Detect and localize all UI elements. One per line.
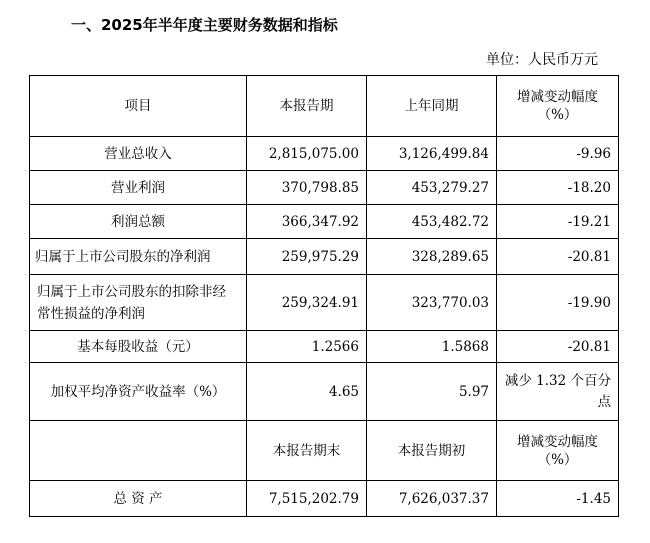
row-change: -19.21 (497, 205, 619, 239)
unit-label: 单位：人民币万元 (486, 52, 598, 68)
row-prior: 5.97 (367, 363, 497, 421)
row-item: 归属于上市公司股东的净利润 (30, 239, 247, 275)
row-current: 2,815,075.00 (247, 137, 367, 171)
row-prior: 3,126,499.84 (367, 137, 497, 171)
row-item: 基本每股收益（元） (30, 331, 247, 363)
row-item: 总 资 产 (30, 481, 247, 517)
row-item: 营业总收入 (30, 137, 247, 171)
header-change: 增减变动幅度（%） (497, 421, 619, 481)
row-current: 1.2566 (247, 331, 367, 363)
header-change: 增减变动幅度（%） (497, 76, 619, 137)
table-header-row (30, 76, 619, 137)
row-item: 利润总额 (30, 205, 247, 239)
table-row (30, 239, 619, 275)
header-period-end: 本报告期末 (247, 421, 367, 481)
row-item: 营业利润 (30, 171, 247, 205)
financial-data-table (29, 75, 619, 517)
header-prior-period: 上年同期 (367, 76, 497, 137)
header-item (30, 421, 247, 481)
row-change: -19.90 (497, 275, 619, 331)
row-prior: 453,279.27 (367, 171, 497, 205)
header-current-period: 本报告期 (247, 76, 367, 137)
row-change: -20.81 (497, 331, 619, 363)
row-current: 259,324.91 (247, 275, 367, 331)
table-header-row (30, 421, 619, 481)
row-prior: 1.5868 (367, 331, 497, 363)
table-row (30, 363, 619, 421)
table-row (30, 137, 619, 171)
table-row (30, 171, 619, 205)
row-current: 7,515,202.79 (247, 481, 367, 517)
row-change: -20.81 (497, 239, 619, 275)
table-row (30, 481, 619, 517)
row-prior: 453,482.72 (367, 205, 497, 239)
row-prior: 328,289.65 (367, 239, 497, 275)
row-current: 259,975.29 (247, 239, 367, 275)
section-title: 一、2025年半年度主要财务数据和指标 (71, 16, 338, 34)
table-row (30, 331, 619, 363)
row-current: 370,798.85 (247, 171, 367, 205)
row-change: -1.45 (497, 481, 619, 517)
row-prior: 7,626,037.37 (367, 481, 497, 517)
row-change: 减少 1.32 个百分点 (497, 363, 619, 421)
row-current: 366,347.92 (247, 205, 367, 239)
row-prior: 323,770.03 (367, 275, 497, 331)
row-item: 归属于上市公司股东的扣除非经常性损益的净利润 (30, 275, 247, 331)
table-row (30, 205, 619, 239)
table-row (30, 275, 619, 331)
row-item: 加权平均净资产收益率（%） (30, 363, 247, 421)
row-current: 4.65 (247, 363, 367, 421)
row-change: -9.96 (497, 137, 619, 171)
row-change: -18.20 (497, 171, 619, 205)
header-period-start: 本报告期初 (367, 421, 497, 481)
header-item: 项目 (30, 76, 247, 137)
